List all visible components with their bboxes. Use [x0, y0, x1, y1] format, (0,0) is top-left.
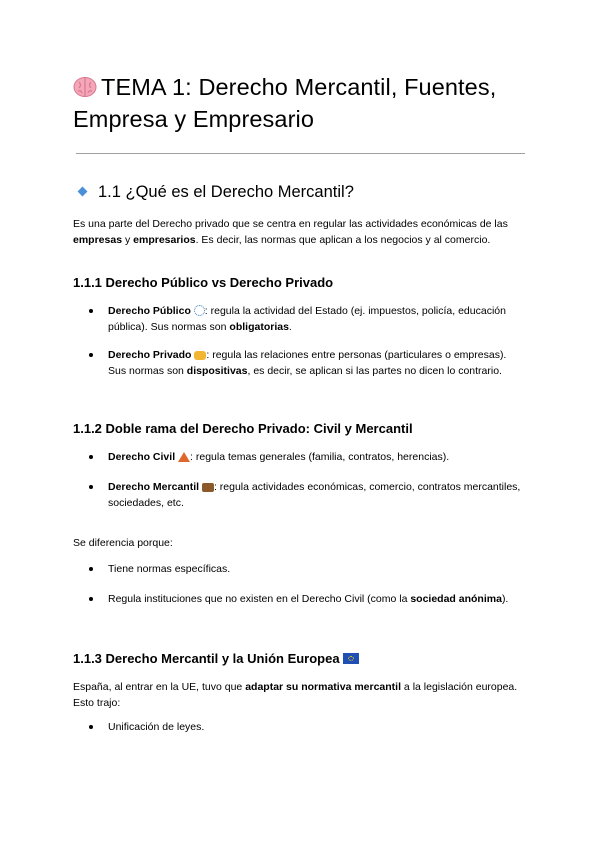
list-item: Derecho Privado : regula las relaciones entre personas (particulares o empresas). Sus normas son dispositivas, es decir, se aplican si las partes no dicen lo contrario.	[73, 347, 525, 379]
subsection-heading-1-1-1: 1.1.1 Derecho Público vs Derecho Privado	[73, 275, 334, 290]
divider	[76, 153, 525, 154]
list-civil-mercantil	[73, 449, 525, 511]
handshake-icon	[194, 351, 206, 360]
brain-icon	[73, 76, 97, 98]
diamond-icon	[78, 187, 88, 197]
briefcase-icon	[202, 483, 214, 492]
list-public-private	[73, 303, 525, 379]
eu-paragraph: España, al entrar en la UE, tuvo que adaptar su normativa mercantil a la legislación europea. Esto trajo:	[73, 681, 518, 709]
globe-icon	[194, 305, 205, 316]
list-item: Derecho Civil : regula temas generales (familia, contratos, herencias).	[73, 449, 525, 465]
page-title-text: TEMA 1: Derecho Mercantil, Fuentes, Empresa y Empresario	[73, 74, 497, 132]
diff-paragraph: Se diferencia porque:	[73, 537, 173, 549]
list-differences	[73, 561, 525, 607]
list-item: Derecho Público : regula la actividad del Estado (ej. impuestos, policía, educación pública). Sus normas son obligatorias.	[73, 303, 525, 335]
list-item: Unificación de leyes.	[73, 719, 525, 735]
list-item: Tiene normas específicas.	[73, 561, 525, 577]
subsection-heading-1-1-3: 1.1.3 Derecho Mercantil y la Unión Europea	[73, 650, 359, 668]
page-title	[73, 71, 533, 135]
section-heading: 1.1 ¿Qué es el Derecho Mercantil?	[73, 180, 354, 204]
list-item: Derecho Mercantil : regula actividades económicas, comercio, contratos mercantiles, sociedades, etc.	[73, 479, 525, 511]
intro-paragraph: Es una parte del Derecho privado que se centra en regular las actividades económicas de las empresas y empresarios. Es decir, las normas que aplican a los negocios y al comercio.	[73, 218, 508, 246]
subsection-heading-1-1-2: 1.1.2 Doble rama del Derecho Privado: Civil y Mercantil	[73, 421, 413, 436]
list-eu	[73, 719, 525, 735]
house-icon	[178, 452, 190, 462]
list-item: Regula instituciones que no existen en el Derecho Civil (como la sociedad anónima).	[73, 591, 525, 607]
eu-flag-icon	[343, 653, 359, 664]
